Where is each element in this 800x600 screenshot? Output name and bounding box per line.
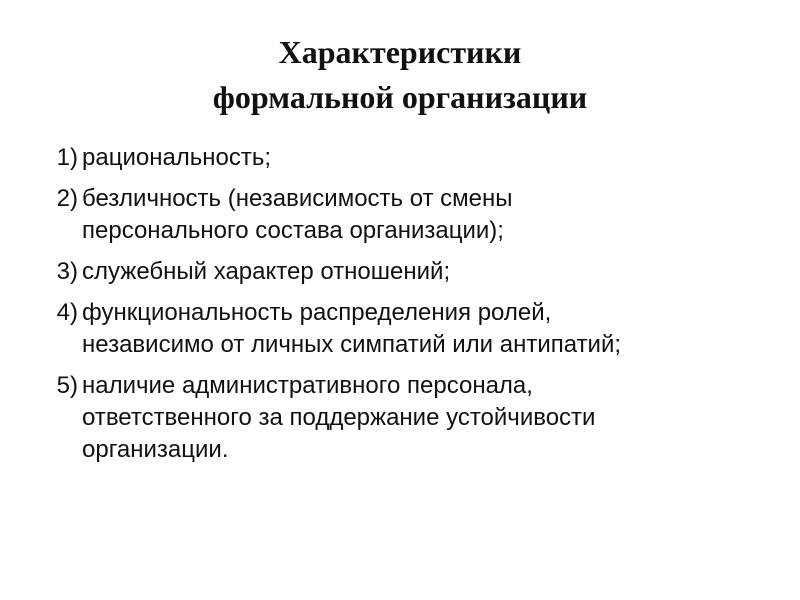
item-text-line: рациональность; <box>82 144 272 171</box>
slide-title <box>0 30 800 120</box>
item-text-line: служебный характер отношений; <box>82 258 451 285</box>
item-number: 4) <box>56 299 78 326</box>
item-text <box>82 142 760 174</box>
item-text-line: наличие административного персонала, <box>82 372 533 399</box>
list-item <box>30 370 760 466</box>
item-text-line: безличность (независимость от смены <box>82 185 513 212</box>
item-number: 5) <box>56 372 78 399</box>
list-item <box>30 297 760 361</box>
item-text-line: организации. <box>82 436 229 463</box>
item-number: 3) <box>56 258 78 285</box>
title-line: формальной организации <box>212 79 588 115</box>
item-text-line: функциональность распределения ролей, <box>82 299 552 326</box>
item-number: 2) <box>56 185 78 212</box>
item-text <box>82 297 760 361</box>
list-item <box>30 256 760 288</box>
item-text-line: независимо от личных симпатий или антипатий; <box>82 331 622 358</box>
list-item <box>30 183 760 247</box>
item-text <box>82 370 760 466</box>
list-item <box>30 142 760 174</box>
item-text-line: ответственного за поддержание устойчивости <box>82 404 596 431</box>
characteristics-list <box>30 142 760 466</box>
title-line: Характеристики <box>278 34 522 70</box>
item-text-line: персонального состава организации); <box>82 217 504 244</box>
item-text <box>82 183 760 247</box>
item-text <box>82 256 760 288</box>
item-number: 1) <box>56 144 78 171</box>
